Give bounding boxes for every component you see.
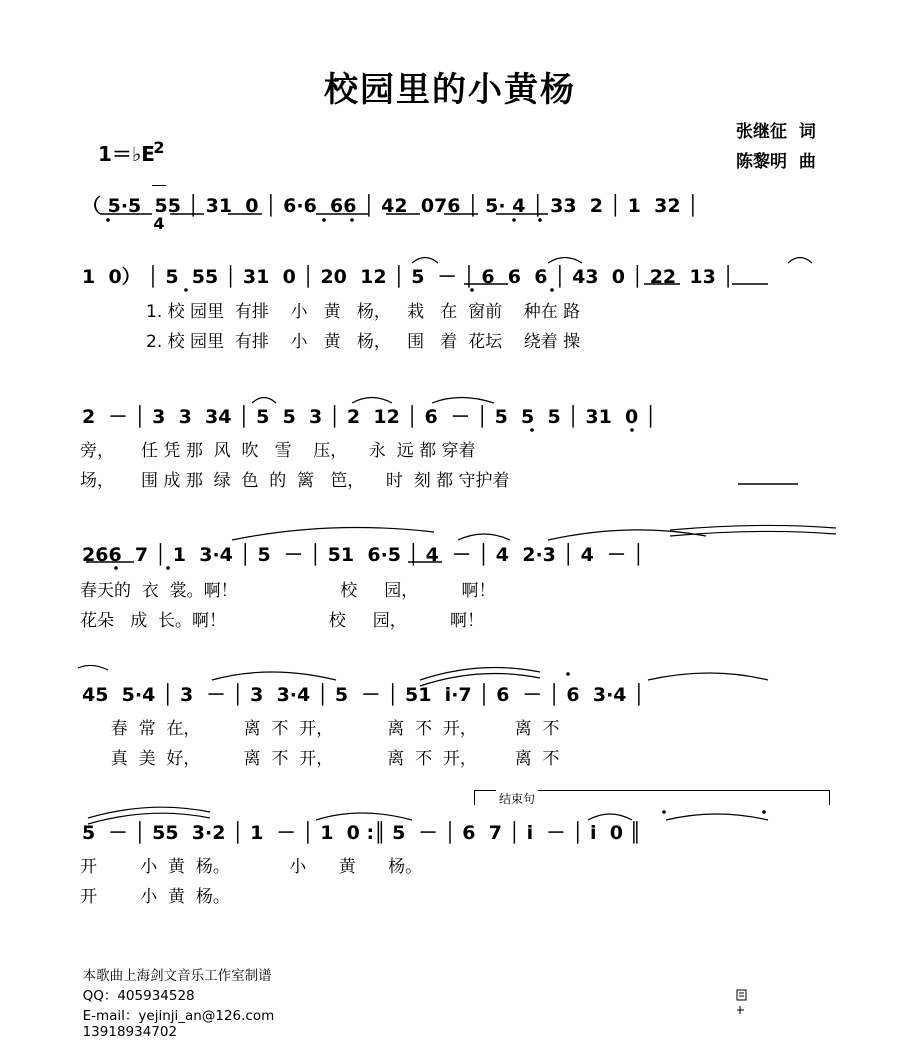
footer-phone: 13918934702 <box>82 1024 178 1040</box>
score-row-6-notes: 5 － │ 55 3·2 │ 1 － │ 1 0 :║ 5 － │ 6 7 │ i － │ i 0 ║ <box>82 822 642 844</box>
score-row-2-lyrics-verse-1: 1. 校 园里 有排 小 黄 杨， 栽 在 窗前 种在 路 <box>146 302 581 322</box>
time-signature-top: 2 <box>153 138 165 157</box>
score-row-2-notes: 1 0） │ 5 55 │ 31 0 │ 20 12 │ 5 － │ 6 6 6 │ 43 0 │ 22 13 │ <box>82 266 734 288</box>
composer-credit: 陈黎明 曲 <box>736 152 816 172</box>
score-row-6-lyrics-verse-2: 开 小 黄 杨。 <box>80 887 230 907</box>
score-row-5-notes: 45 5·4 │ 3 － │ 3 3·4 │ 5 － │ 51 i·7 │ 6 － │ 6 3·4 │ <box>82 684 645 706</box>
score-row-5-lyrics-verse-1: 春 常 在， 离 不 开， 离 不 开， 离 不 <box>100 719 560 739</box>
score-row-1-notes: （ 5·5 55 │ 31 0 │ 6·6 66 │ 42 076 │ 5· 4 │ 33 2 │ 1 32 │ <box>82 195 699 217</box>
ending-label: 结束句 <box>496 790 538 807</box>
score-row-6-lyrics-verse-1: 开 小 黄 杨。 小 黄 杨。 <box>80 857 423 877</box>
octave-dots <box>106 214 766 814</box>
score-row-3-notes: 2 － │ 3 3 34 │ 5 5 3 │ 2 12 │ 6 － │ 5 5 5 │ 31 0 │ <box>82 406 657 428</box>
score-row-4-lyrics-verse-1: 春天的 衣 裳。啊！ 校 园， 啊！ <box>80 581 496 601</box>
lyricist-credit: 张继征 词 <box>736 122 816 142</box>
beam-underlines <box>86 214 798 562</box>
footer <box>74 948 296 1040</box>
score-row-4-lyrics-verse-2: 花朵 成 长。啊！ 校 园， 啊！ <box>80 611 484 631</box>
score-row-3-lyrics-verse-2: 场， 围 成 那 绿 色 的 篱 笆， 时 刻 都 守护着 <box>80 471 510 491</box>
score-row-3-lyrics-verse-1: 旁， 任 凭 那 风 吹 雪 压， 永 远 都 穿着 <box>80 441 476 461</box>
score-row-2-lyrics-verse-2: 2. 校 园里 有排 小 黄 杨， 围 着 花坛 绕着 操 <box>146 332 581 352</box>
footer-qq: QQ：405934528 <box>82 988 195 1004</box>
score-row-4-notes: 266 7 │ 1 3·4 │ 5 － │ 51 6·5 │ 4 － │ 4 2·3 │ 4 － │ <box>82 544 645 566</box>
key-label: 1＝♭E <box>97 142 155 166</box>
song-title: 校园里的小黄杨 <box>324 70 576 110</box>
footer-studio: 本歌曲上海剑文音乐工作室制谱 <box>82 968 272 984</box>
score-row-5-lyrics-verse-2: 真 美 好， 离 不 开， 离 不 开， 离 不 <box>100 749 560 769</box>
time-signature-bottom: 4 <box>153 214 165 233</box>
slur-marks <box>78 258 836 825</box>
corner-mark-icon <box>736 988 750 1016</box>
footer-email: E-mail：yejinji_an@126.com <box>82 1008 275 1024</box>
